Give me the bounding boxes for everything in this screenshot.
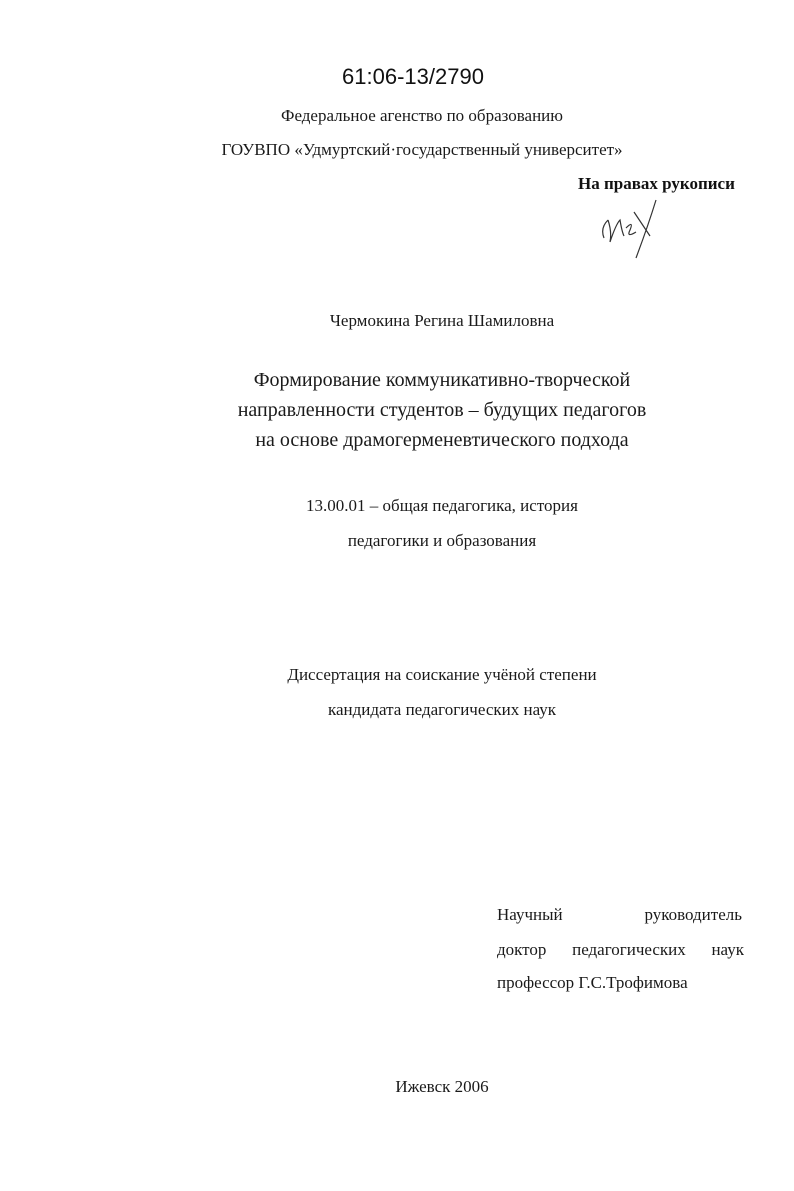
dissertation-title [0, 365, 794, 455]
catalog-code: 61:06-13/2790 [342, 64, 484, 89]
supervisor-line-2: доктор педагогических наук [497, 940, 744, 959]
supervisor-line-1: Научный руководитель [497, 905, 742, 924]
author-name: Чермокина Регина Шамиловна [329, 311, 555, 330]
degree-line-1: Диссертация на соискание учёной степени [287, 665, 597, 684]
specialty-line-2: педагогики и образования [347, 531, 537, 550]
title-line: на основе драмогерменевтического подхода [255, 429, 629, 451]
degree-line-2: кандидата педагогических наук [327, 700, 557, 719]
title-line: Формирование коммуникативно-творческой [253, 369, 631, 391]
specialty-line-1: 13.00.01 – общая педагогика, история [306, 496, 578, 515]
city-year: Ижевск 2006 [395, 1077, 489, 1096]
title-line: направленности студентов – будущих педагогов [237, 399, 647, 421]
signature-icon [598, 198, 678, 260]
agency-name: Федеральное агенство по образованию [281, 106, 563, 125]
university-name: ГОУВПО «Удмуртский·государственный университет» [221, 140, 623, 159]
supervisor-line-3: профессор Г.С.Трофимова [497, 973, 688, 992]
manuscript-rights-label: На правах рукописи [578, 174, 735, 193]
